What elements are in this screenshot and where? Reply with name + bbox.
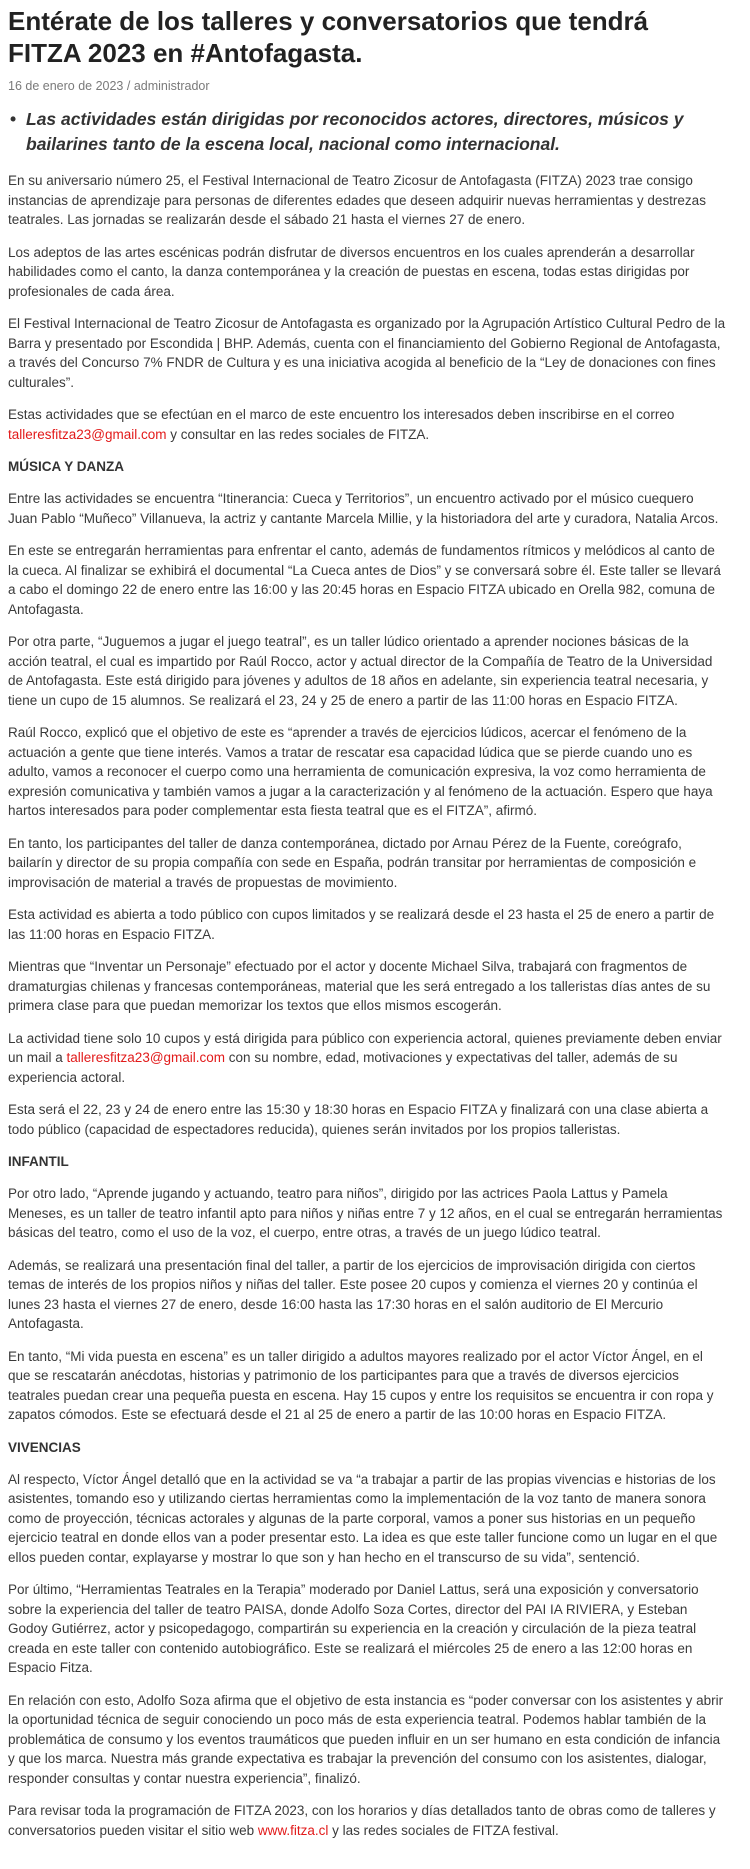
paragraph: Por último, “Herramientas Teatrales en la Terapia” moderado por Daniel Lattus, será una exposición y conversatorio sobre la experiencia del taller de teatro PAISA, donde Adolfo Soza Cortes, director del PAI IA RIVIERA, y Esteban Godoy Gutiérrez, actor y psicopedagogo, compartirán su experiencia en la creación y circulación de la pieza teatral creada en este taller con contenido autobiográfico. Este se realizará el miércoles 25 de enero a las 12:00 horas en Espacio Fitza. [8, 1582, 699, 1675]
paragraph: Además, se realizará una presentación final del taller, a partir de los ejercicios de improvisación dirigida con ciertos temas de interés de los propios niños y niñas del taller. Este posee 20 cupos y comienza el viernes 20 y continúa el lunes 23 hasta el viernes 27 de enero, desde 16:00 hasta las 17:30 horas en el salón auditorio de El Mercurio Antofagasta. [8, 1257, 698, 1331]
paragraph-text: Para revisar toda la programación de FITZA 2023, con los horarios y días detallados tanto de obras como de talleres y conversatorios pueden visitar el sitio web [8, 1803, 716, 1838]
paragraph-text: Estas actividades que se efectúan en el marco de este encuentro los interesados deben inscribirse en el correo [8, 407, 675, 422]
post-meta [8, 79, 726, 93]
meta-separator: / [123, 79, 134, 93]
section-heading-vivencias: VIVENCIAS [8, 1439, 81, 1455]
paragraph: Raúl Rocco, explicó que el objetivo de este es “aprender a través de ejercicios lúdicos, acercar el fenómeno de la actuación a gente que tiene interés. Vamos a tratar de rescatar esa capacidad lúdica que se pierde cuando uno es adulto, vamos a reconocer el cuerpo como una herramienta de comunicación expresiva, la voz como herramienta de expresión comunicativa y también vamos a jugar a la caracterización y al fenómeno de la actuación. Espero que haya hartos interesados para poder complementar esta fiesta teatral que es el FITZA”, afirmó. [8, 725, 713, 818]
website-link[interactable]: www.fitza.cl [257, 1822, 329, 1838]
paragraph: Entre las actividades se encuentra “Itinerancia: Cueca y Territorios”, un encuentro activado por el músico cuequero Juan Pablo “Muñeco” Villanueva, la actriz y cantante Marcela Millie, y la historiadora del arte y curadora, Natalia Arcos. [8, 491, 719, 526]
paragraph: En su aniversario número 25, el Festival Internacional de Teatro Zicosur de Antofagasta (FITZA) 2023 trae consigo instancias de aprendizaje para personas de diferentes edades que deseen adquirir nuevas herramientas y destrezas teatrales. Las jornadas se realizarán desde el sábado 21 hasta el viernes 27 de enero. [8, 173, 706, 227]
email-link[interactable]: talleresfitza23@gmail.com [66, 1050, 226, 1065]
paragraph-text: y consultar en las redes sociales de FITZA. [166, 426, 430, 442]
paragraph: Esta actividad es abierta a todo público con cupos limitados y se realizará desde el 23 hasta el 25 de enero a partir de las 11:00 horas en Espacio FITZA. [8, 907, 715, 942]
paragraph: Esta será el 22, 23 y 24 de enero entre las 15:30 y 18:30 horas en Espacio FITZA y finalizará con una clase abierta a todo público (capacidad de espectadores reducida), quienes serán invitados por los propios talleristas. [8, 1102, 709, 1137]
paragraph: El Festival Internacional de Teatro Zicosur de Antofagasta es organizado por la Agrupación Artístico Cultural Pedro de la Barra y presentado por Escondida | BHP. Además, cuenta con el financiamiento del Gobierno Regional de Antofagasta, a través del Concurso 7% FNDR de Cultura y es una iniciativa acogida al beneficio de la “Ley de donaciones con fines culturales”. [8, 316, 726, 390]
section-heading-musica: MÚSICA Y DANZA [8, 459, 125, 474]
paragraph-text: y las redes sociales de FITZA festival. [328, 1822, 559, 1838]
post-date[interactable]: 16 de enero de 2023 [8, 79, 124, 93]
paragraph: En este se entregarán herramientas para enfrentar el canto, además de fundamentos rítmicos y melódicos al canto de la cueca. Al finalizar se exhibirá el documental “La Cueca antes de Dios” y se conversará sobre él. Este taller se llevará a cabo el domingo 22 de enero entre las 16:00 y las 20:45 horas en Espacio FITZA ubicado en Orella 982, comuna de Antofagasta. [8, 543, 721, 617]
paragraph: Mientras que “Inventar un Personaje” efectuado por el actor y docente Michael Silva, trabajará con fragmentos de dramaturgias chilenas y francesas contemporáneas, material que les será entregado a los talleristas días antes de su primera clase para que puedan memorizar los textos que ellos mismos escogerán. [8, 959, 711, 1013]
paragraph-website [8, 1801, 726, 1840]
section-heading-infantil: INFANTIL [8, 1154, 69, 1169]
paragraph-contact [8, 405, 726, 444]
article-title: Entérate de los talleres y conversatorios que tendrá FITZA 2023 en #Antofagasta. [8, 6, 649, 68]
lead-item: • Las actividades están dirigidas por reconocidos actores, directores, músicos y bailarines tanto de la escena local, nacional como internacional. [8, 107, 726, 157]
paragraph: En relación con esto, Adolfo Soza afirma que el objetivo de esta instancia es “poder conversar con los asistentes y abrir la oportunidad técnica de seguir conociendo un poco más de esta experiencia teatral. Podemos hablar también de la problemática de consumo y los eventos traumáticos que pueden influir en un ser humano en esta condición de infancia y que los marca. Nuestra más grande expectativa es trabajar la prevención del consumo con los asistentes, dialogar, responder consultas y contar nuestra experiencia”, finalizó. [8, 1692, 724, 1786]
email-link[interactable]: talleresfitza23@gmail.com [8, 426, 167, 442]
paragraph: En tanto, “Mi vida puesta en escena” es un taller dirigido a adultos mayores realizado por el actor Víctor Ángel, en el que se rescatarán anécdotas, historias y patrimonio de los participantes para que a través de diversos ejercicios teatrales puedan crear una pequeña puesta en escena. Hay 15 cupos y entre los requisitos se encuentra ir con ropa y zapatos cómodos. Este se efectuará desde el 21 al 25 de enero a partir de las 10:00 horas en Espacio FITZA. [8, 1348, 714, 1422]
paragraph: En tanto, los participantes del taller de danza contemporánea, dictado por Arnau Pérez de la Fuente, coreógrafo, bailarín y director de su propia compañía con sede en España, podrán transitar por herramientas de composición e improvisación de material a través de propuestas de movimiento. [8, 835, 697, 890]
paragraph: Por otro lado, “Aprende jugando y actuando, teatro para niños”, dirigido por las actrices Paola Lattus y Pamela Meneses, es un taller de teatro infantil apto para niños y niñas entre 7 y 12 años, en el cual se entregarán herramientas básicas del teatro, como el uso de la voz, el cuerpo, entre otras, a través de un juego lúdico teatral. [8, 1186, 723, 1240]
paragraph: Los adeptos de las artes escénicas podrán disfrutar de diversos encuentros en los cuales aprenderán a desarrollar habilidades como el canto, la danza contemporánea y la creación de puestas en escena, todas estas dirigidas por profesionales de cada área. [8, 244, 695, 299]
paragraph-text: La actividad tiene solo 10 cupos y está dirigida para público con experiencia actoral, quienes previamente deben enviar un mail a [8, 1030, 722, 1065]
paragraph-text: con su nombre, edad, motivaciones y expectativas del taller, además de su experiencia actoral. [8, 1050, 678, 1085]
paragraph: Por otra parte, “Juguemos a jugar el juego teatral”, es un taller lúdico orientado a aprender nociones básicas de la acción teatral, el cual es impartido por Raúl Rocco, actor y actual director de la Compañía de Teatro de la Universidad de Antofagasta. Este está dirigido para jóvenes y adultos de 18 años en adelante, sin experiencia teatral necesaria, y tiene un cupo de 15 alumnos. Se realizará el 23, 24 y 25 de enero a partir de las 11:00 horas en Espacio FITZA. [8, 634, 713, 708]
post-author[interactable]: administrador [133, 79, 210, 93]
paragraph-contact [8, 1029, 726, 1088]
lead-list [8, 107, 726, 157]
paragraph: Al respecto, Víctor Ángel detalló que en la actividad se va “a trabajar a partir de las propias vivencias e historias de los asistentes, tomando eso y utilizando ciertas herramientas como la implementación de la voz tanto de manera sonora como de proyección, técnicas actorales y algunas de la parte corporal, vamos a poner sus historias en un pequeño ejercicio teatral en donde ellos van a poder presentar esto. La idea es que este taller funcione como un lugar en el que ellos pueden contar, explayarse y mostrar lo que son y han hecho en el transcurso de su vida”, sentenció. [8, 1471, 718, 1565]
